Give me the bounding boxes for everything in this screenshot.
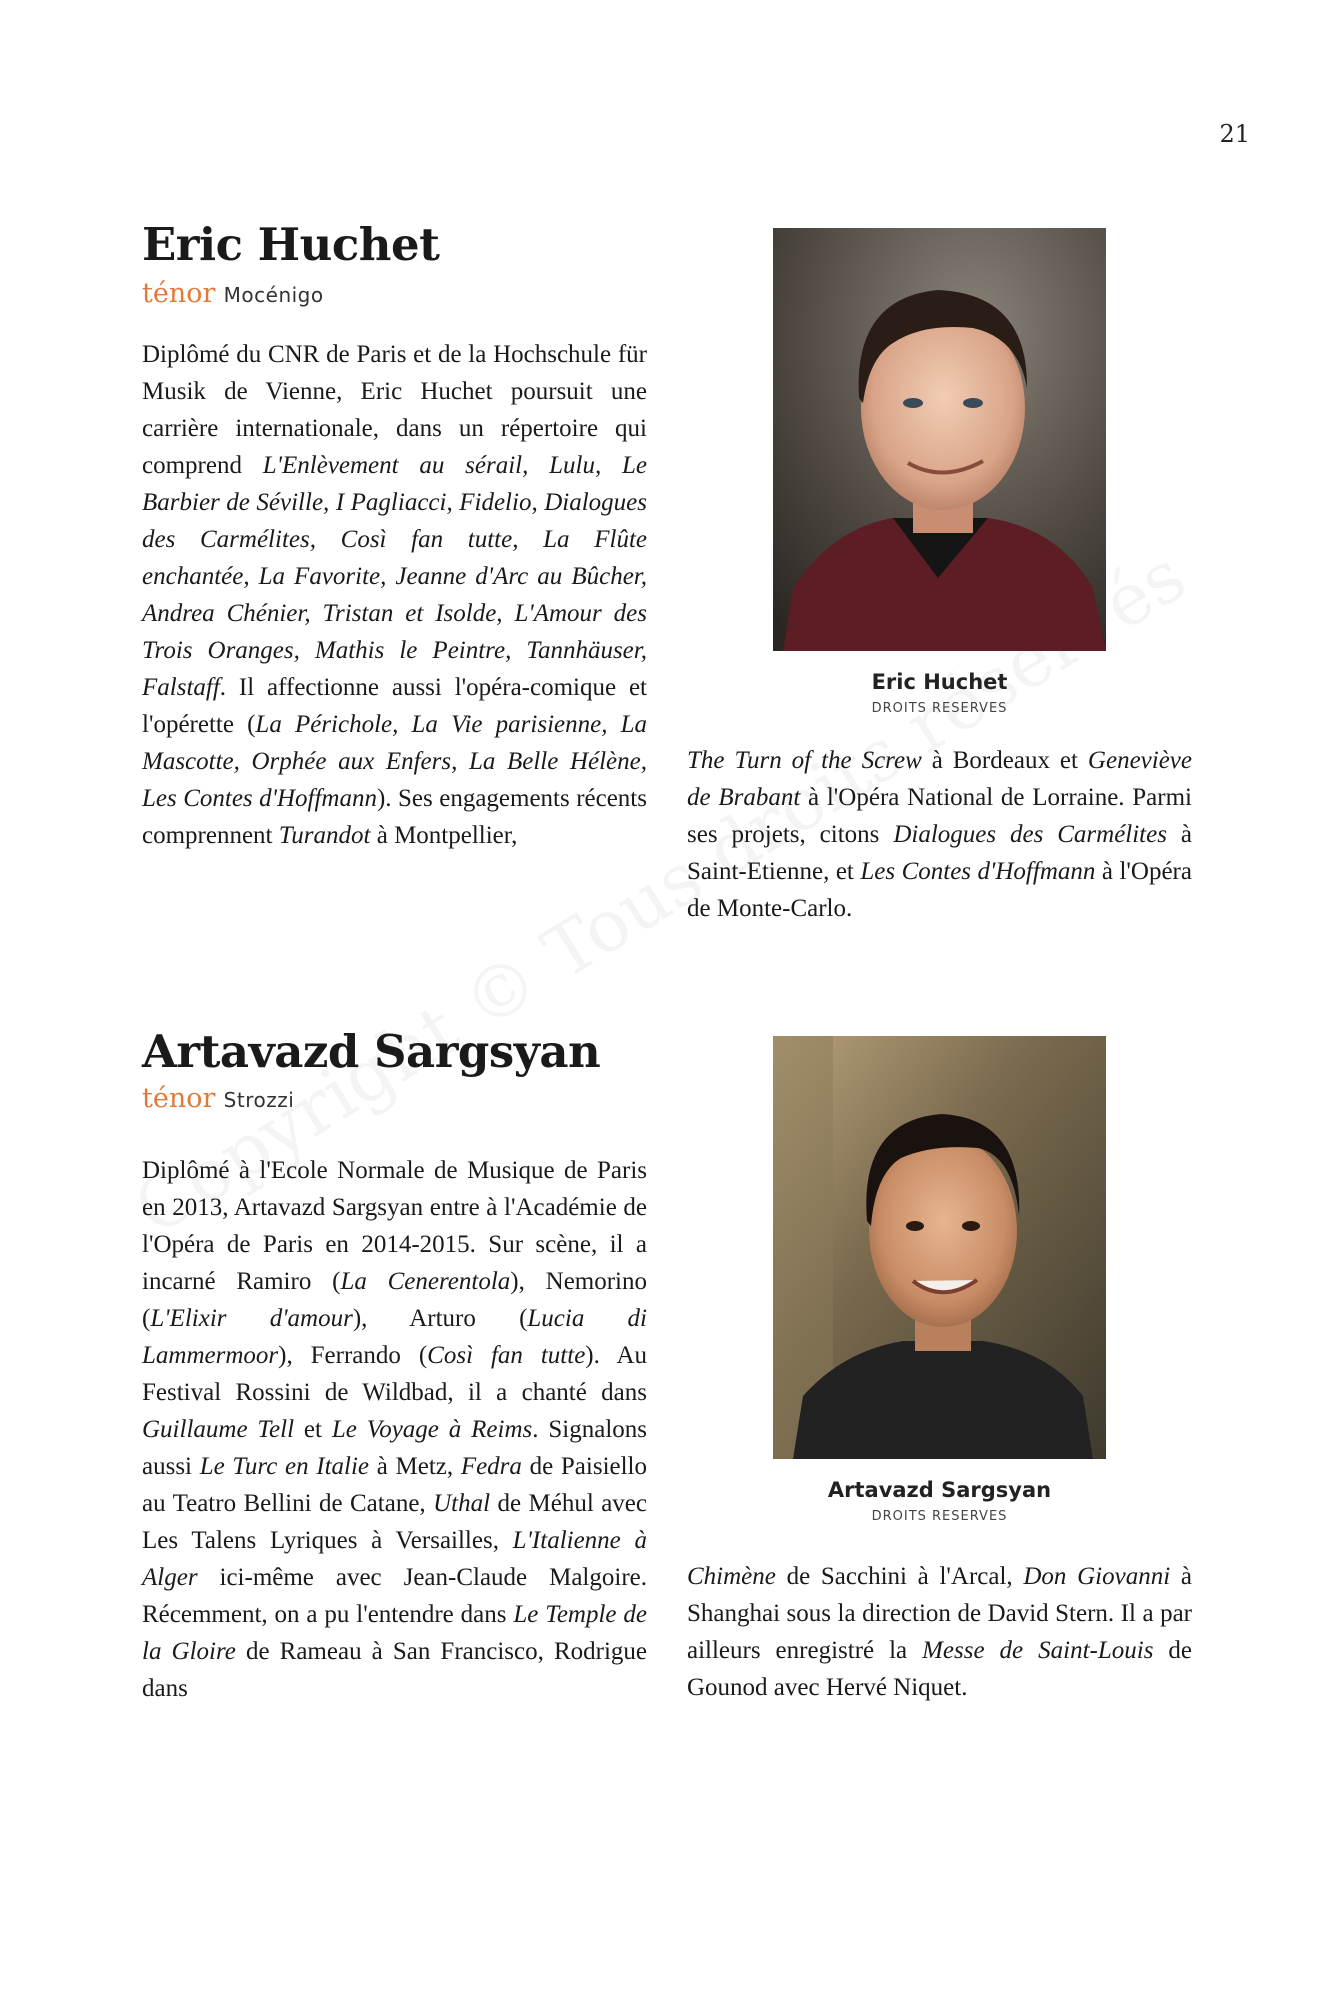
work-title: Così fan tutte: [427, 1342, 586, 1369]
work-title: La Cenerentola: [340, 1268, 511, 1295]
bio-text: ). Au Festival Rossini de Wildbad, il a chanté dans: [142, 1342, 647, 1406]
portrait-photo-image: [773, 1036, 1106, 1459]
work-title: Messe de Saint-Louis: [922, 1637, 1154, 1664]
work-title: Guillaume Tell: [142, 1416, 295, 1443]
work-title: Fedra: [460, 1453, 522, 1480]
bio-text: . Il affectionne aussi l'opéra-comique et l'opérette (: [142, 674, 647, 738]
bio-text: de Gounod avec Hervé Niquet.: [687, 1637, 1192, 1701]
work-title: L'Italienne à Alger: [142, 1527, 647, 1591]
portrait-photo-artavazd-sargsyan: [773, 1036, 1106, 1459]
work-title: L'Enlèvement au sérail, Lulu, Le Barbier de Séville, I Pagliacci, Fidelio, Dialogues des Carmélites, Così fan tutte, La Flûte enchantée, La Favorite, Jeanne d'Arc au Bûcher, Andrea Chénier, Tristan et Isolde, L'Amour des Trois Oranges, Mathis le Peintre, Tannhäuser, Falstaff: [142, 452, 647, 701]
bio-text-column-2: [687, 1558, 1192, 1706]
photo-caption-name: Artavazd Sargsyan: [827, 1478, 1052, 1502]
artist-name-eric-huchet: Eric Huchet: [142, 218, 440, 271]
page-number: 21: [1219, 120, 1250, 148]
work-title: L'Elixir d'amour: [150, 1305, 353, 1332]
work-title: Le Turc en Italie: [199, 1453, 370, 1480]
voice-type: ténor: [142, 1083, 216, 1114]
photo-credit: DROITS RESERVES: [871, 1509, 1008, 1524]
bio-text: ), Ferrando (: [278, 1342, 428, 1369]
bio-text-column-1: [142, 1152, 647, 1707]
work-title: Geneviève de Brabant: [687, 747, 1192, 811]
work-title: Dialogues des Carmélites: [893, 821, 1167, 848]
bio-text: Diplômé du CNR de Paris et de la Hochschule für Musik de Vienne, Eric Huchet poursuit une carrière internationale, dans un répertoire qui comprend: [142, 341, 647, 479]
work-title: Le Temple de la Gloire: [142, 1601, 647, 1665]
bio-text: à l'Opéra National de Lorraine. Parmi ses projets, citons: [687, 784, 1192, 848]
work-title: Turandot: [278, 822, 371, 849]
voice-type: ténor: [142, 278, 216, 309]
photo-credit: DROITS RESERVES: [871, 701, 1008, 716]
bio-text: . Signalons aussi: [142, 1416, 647, 1480]
work-title: Uthal: [433, 1490, 491, 1517]
bio-text: ). Ses engagements récents comprennent: [142, 785, 647, 849]
bio-text: à Metz,: [369, 1453, 461, 1480]
bio-text: à Saint-Etienne, et: [687, 821, 1192, 885]
bio-text: à Shanghai sous la direction de David Stern. Il a par ailleurs enregistré la: [687, 1563, 1192, 1664]
bio-text: ), Arturo (: [352, 1305, 528, 1332]
bio-text: ), Nemorino (: [142, 1268, 648, 1332]
bio-text: de Sacchini à l'Arcal,: [775, 1563, 1024, 1590]
bio-text: de Rameau à San Francisco, Rodrigue dans: [142, 1638, 647, 1702]
work-title: La Périchole, La Vie parisienne, La Mascotte, Orphée aux Enfers, La Belle Hélène, Les Contes d'Hoffmann: [142, 711, 647, 812]
work-title: Les Contes d'Hoffmann: [860, 858, 1096, 885]
work-title: Le Voyage à Reims: [331, 1416, 533, 1443]
bio-text: de Paisiello au Teatro Bellini de Catane,: [142, 1453, 647, 1517]
bio-text-column-2: [687, 742, 1192, 927]
work-title: The Turn of the Screw: [687, 747, 922, 774]
work-title: Chimène: [687, 1563, 776, 1590]
role-line: [142, 278, 324, 309]
portrait-photo-eric-huchet: [773, 228, 1106, 651]
bio-text: à l'Opéra de Monte-Carlo.: [687, 858, 1192, 922]
bio-text: de Méhul avec Les Talens Lyriques à Versailles,: [142, 1490, 647, 1554]
bio-text: ici-même avec Jean-Claude Malgoire. Récemment, on a pu l'entendre dans: [142, 1564, 647, 1628]
bio-text: et: [294, 1416, 332, 1443]
character-name: Mocénigo: [223, 283, 324, 307]
bio-text: à Montpellier,: [370, 822, 518, 849]
work-title: Lucia di Lammermoor: [142, 1305, 647, 1369]
bio-text: Diplômé à l'Ecole Normale de Musique de Paris en 2013, Artavazd Sargsyan entre à l'Académie de l'Opéra de Paris en 2014-2015. Sur scène, il a incarné Ramiro (: [142, 1157, 647, 1295]
work-title: Don Giovanni: [1023, 1563, 1171, 1590]
bio-text-column-1: [142, 336, 647, 854]
bio-text: à Bordeaux et: [921, 747, 1088, 774]
artist-name-artavazd-sargsyan: Artavazd Sargsyan: [142, 1025, 601, 1078]
photo-caption-name: Eric Huchet: [871, 670, 1008, 694]
character-name: Strozzi: [223, 1088, 295, 1112]
role-line: [142, 1083, 294, 1114]
portrait-photo-image: [773, 228, 1106, 651]
